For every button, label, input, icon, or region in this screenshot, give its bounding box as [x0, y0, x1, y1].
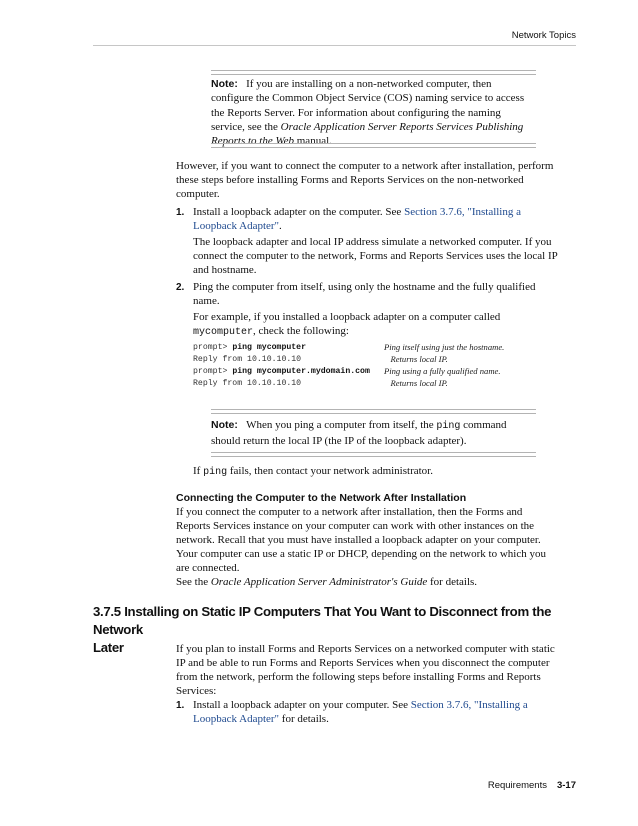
book-title: Oracle Application Server Administrator's Guide [210, 576, 428, 588]
footer-label: Requirements [487, 780, 547, 791]
inline-code: ping [203, 467, 228, 478]
code-comment: Returns local IP. [384, 378, 448, 388]
step-number: 1. [176, 700, 185, 711]
section-heading: 3.7.5 Installing on Static IP Computers That You Want to Disconnect from the Network Later [93, 604, 552, 655]
step-1: Install a loopback adapter on the computer. See Section 3.7.6, "Installing a Loopback Adapter". [193, 206, 521, 233]
note-line-5: Reports to the Web manual. [211, 135, 332, 148]
note-box: Note: When you ping a computer from itself, the ping command should return the local IP (the IP of the loopback adapter). [211, 419, 507, 448]
page-footer [488, 780, 576, 791]
book-title: Oracle Application Server Reports Services Publishing [280, 120, 524, 133]
section-step-1: Install a loopback adapter on your computer. See Section 3.7.6, "Installing a Loopback Adapter" for details. [193, 699, 528, 726]
step-2: Ping the computer from itself, using only the hostname and the fully qualified name. [193, 281, 536, 308]
note-top-rule [211, 409, 536, 414]
note-top-rule [211, 70, 536, 75]
running-header: Network Topics [511, 30, 576, 41]
section-link-cont[interactable]: Loopback Adapter" [193, 220, 280, 233]
code-line: Reply from 10.10.10.10 [193, 355, 302, 364]
note-line-4: service, see the Oracle Application Server Reports Services Publishing [211, 120, 524, 133]
intro-paragraph: However, if you want to connect the computer to a network after installation, perform these steps before installing Forms and Reports Services on the non-networked computer. [176, 160, 554, 201]
section-link[interactable]: Section 3.7.6, "Installing a [404, 206, 521, 218]
see-guide-line: See the Oracle Application Server Administrator's Guide for details. [176, 576, 478, 588]
note-line-3: the Reports Server. For information about configuring the naming [211, 106, 501, 119]
section-paragraph: If you plan to install Forms and Reports Services on a networked computer with static IP and be able to run Forms and Reports Services when you disconnect the computer from the network, perform the following steps before installing Forms and Reports Services: [176, 643, 555, 698]
note-bottom-rule [211, 143, 536, 148]
page-number: 3-17 [556, 780, 576, 791]
note-label: Note: [211, 419, 238, 431]
ping-fail-line: If ping fails, then contact your network administrator. [193, 465, 433, 478]
code-line: prompt> ping mycomputer [193, 343, 307, 352]
code-comment: Returns local IP. [384, 354, 448, 364]
note-bottom-rule [211, 452, 536, 457]
note-line-1: Note: If you are installing on a non-networked computer, then [211, 78, 492, 90]
step-number: 1. [176, 207, 185, 218]
code-line: prompt> ping mycomputer.mydomain.com [193, 367, 370, 376]
step-2-example: For example, if you installed a loopback adapter on a computer called mycomputer, check the following: [193, 311, 501, 339]
inline-code: mycomputer [193, 327, 254, 339]
code-comment: Ping itself using just the hostname. [384, 342, 505, 352]
subsection-heading: Connecting the Computer to the Network After Installation [176, 492, 467, 504]
step-number: 2. [176, 282, 185, 293]
step-1-detail: The loopback adapter and local IP address simulate a networked computer. If you connect the computer to the network, Forms and Reports Services uses the local IP and hostname. [193, 236, 558, 277]
note-box [211, 77, 536, 148]
code-line: Reply from 10.10.10.10 [193, 379, 302, 388]
header-rule [93, 45, 576, 46]
inline-code: ping [436, 421, 461, 432]
section-link-cont[interactable]: Loopback Adapter" [193, 713, 280, 726]
code-comment: Ping using a fully qualified name. [384, 366, 501, 376]
section-link[interactable]: Section 3.7.6, "Installing a [410, 699, 528, 711]
note-line-2: configure the Common Object Service (COS) naming service to access [211, 92, 525, 105]
book-title-cont: Reports to the Web [211, 135, 294, 148]
note-label: Note: [211, 78, 238, 90]
connecting-paragraph: If you connect the computer to a network after installation, then the Forms and Reports Services instance on your computer can work with other instances on the network. Recall that you must have installed a loopback adapter on your computer. Your computer can use a static IP or DHCP, depending on the network to which you are connected. [176, 506, 546, 575]
